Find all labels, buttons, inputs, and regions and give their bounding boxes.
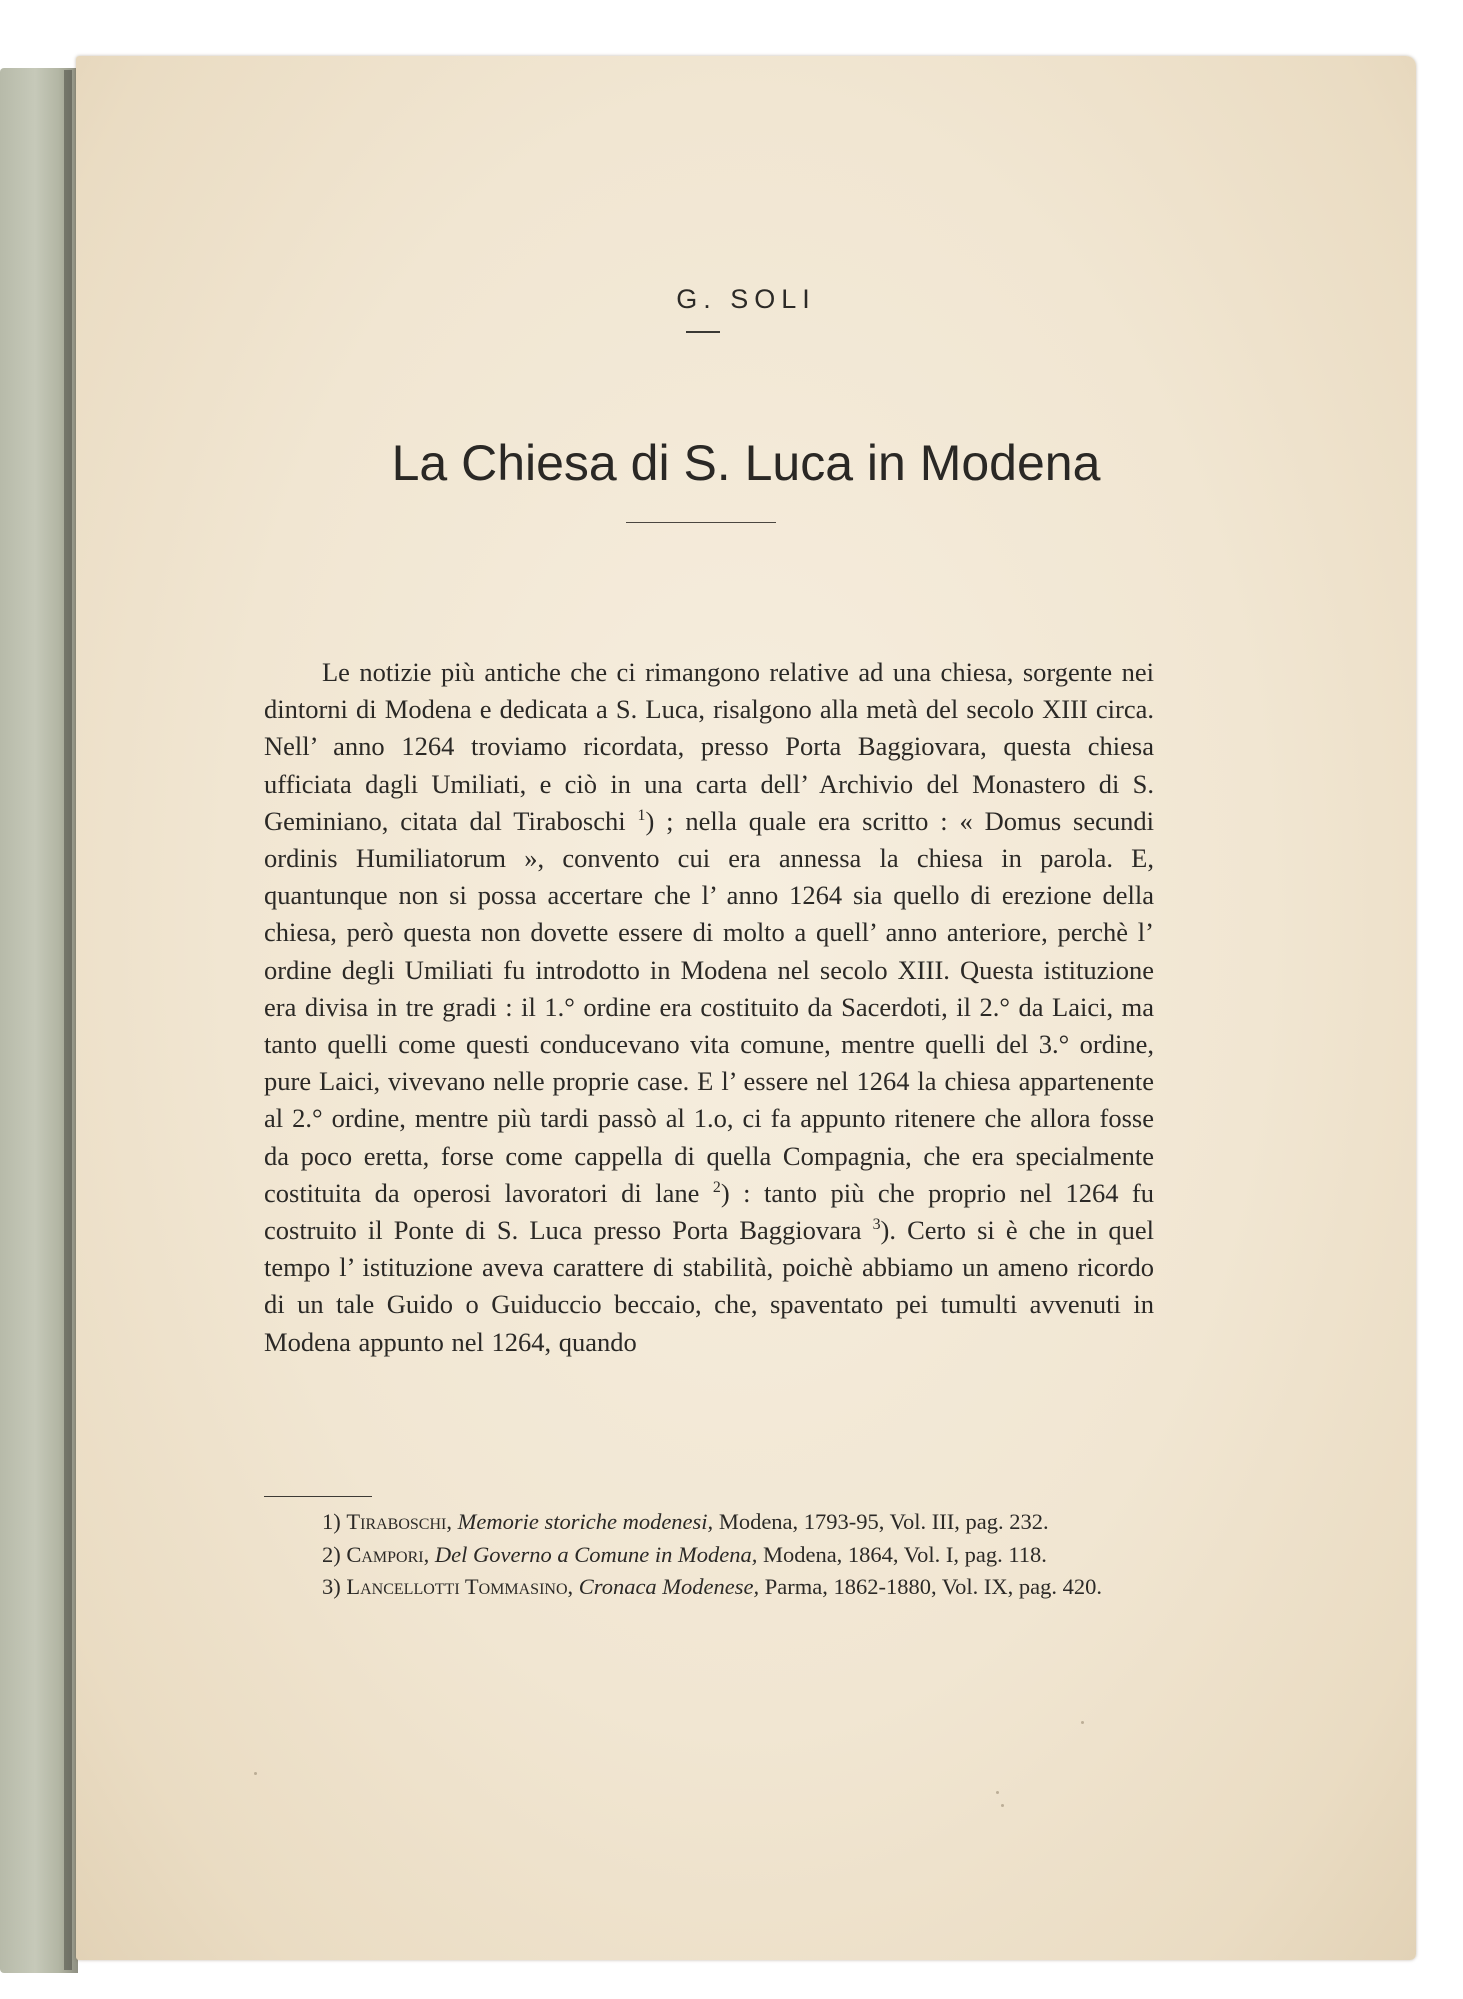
page [76, 56, 1416, 1960]
footnotes [264, 1506, 1154, 1604]
footnote-work: Cronaca Modenese, [578, 1574, 760, 1599]
body-text-part2: ; nella quale era scritto : « Domus secundi ordinis Humiliatorum », convento cui era annessa la chiesa in parola. E, quantunque non si possa accertare che l’ anno 1264 sia quello di erezione della chiesa, però questa non dovette essere di molto a quell’ anno anteriore, perchè l’ ordine degli Umiliati fu introdotto in Modena nel secolo XIII. Questa istituzione era divisa in tre gradi : il 1.° ordine era costituito da Sacerdoti, il 2.° da Laici, ma tanto quelli come questi conducevano vita comune, mentre quelli del 3.° ordine, pure Laici, vivevano nelle proprie case. E l’ essere nel 1264 la chiesa appartenente al 2.° ordine, mentre più tardi passò al 1.o, ci fa appunto ritenere che allora fosse da poco eretta, forse come cappella di quella Compagnia, che era specialmente costituita da operosi lavoratori di lane [264, 805, 1154, 1208]
body-text-part3: : tanto più che proprio nel 1264 fu costruito il Ponte di S. Luca presso Porta Baggiovara [264, 1177, 1155, 1246]
paper-speck [254, 1772, 257, 1775]
body-paragraph: Le notizie più antiche che ci rimangono relative ad una chiesa, sorgente nei dintorni di Modena e dedicata a S. Luca, risalgono alla metà del secolo XIII circa. Nell’ anno 1264 troviamo ricordata, presso Porta Baggiovara, questa chiesa ufficiata dagli Umiliati, e ciò in una carta dell’ Archivio del Monastero di S. Geminiano, citata dal Tiraboschi $^1$) ; nella quale era scritto : « Domus secundi ordinis Humiliatorum », convento cui era annessa la chiesa in parola. E, quantunque non si possa accertare che l’ anno 1264 sia quello di erezione della chiesa, però questa non dovette essere di molto a quell’ anno anteriore, perchè l’ ordine degli Umiliati fu introdotto in Modena nel secolo XIII. Questa istituzione era divisa in tre gradi : il 1.° ordine era costituito da Sacerdoti, il 2.° da Laici, ma tanto quelli come questi conducevano vita comune, mentre quelli del 3.° ordine, pure Laici, vivevano nelle proprie case. E l’ essere nel 1264 la chiesa appartenente al 2.° ordine, mentre più tardi passò al 1.o, ci fa appunto ritenere che allora fosse da poco eretta, forse come cappella di quella Compagnia, che era specialmente costituita da operosi lavoratori di lane $^2$) : tanto più che proprio nel 1264 fu costruito il Ponte di S. Luca presso Porta Baggiovara $^3$). Certo si è che in quel tempo l’ istituzione aveva carattere di stabilità, poichè abbiamo un ameno ricordo di un tale Guido o Guiduccio beccaio, che, spaventato pei tumulti avvenuti in Modena appunto nel 1264, quando [264, 657, 1155, 1357]
footnote-marker: 1) [322, 1509, 341, 1534]
spine-shadow [64, 70, 72, 1970]
paper-speck [1081, 1721, 1084, 1724]
footnote-author: Tiraboschi, [346, 1509, 452, 1534]
body-text-part4: . Certo si è che in quel tempo l’ istituzione aveva carattere di stabilità, poichè abbiamo un ameno ricordo di un tale Guido o Guiduccio beccaio, che, spaventato pei tumulti avvenuti in Modena appunto nel 1264, quando [264, 1215, 1155, 1357]
footnote-3 [264, 1571, 1154, 1604]
footnote-author: Lancellotti Tommasino, [346, 1574, 574, 1599]
footnote-2 [264, 1539, 1154, 1572]
footnote-ref-1: 1 [637, 806, 646, 824]
footnote-work: Del Governo a Comune in Modena, [434, 1541, 758, 1567]
footnote-rule [264, 1496, 372, 1497]
footnote-ref-2: 2 [712, 1179, 721, 1197]
footnote-ref-3: 3 [872, 1216, 881, 1234]
footnote-marker: 3) [322, 1574, 341, 1599]
author-rule [686, 331, 720, 333]
footnote-work: Memorie storiche modenesi, [457, 1509, 714, 1534]
title-rule [626, 522, 776, 523]
footnote-marker: 2) [322, 1541, 341, 1567]
footnote-details: Modena, 1793-95, Vol. III, pag. 232. [718, 1509, 1049, 1534]
footnote-1 [264, 1506, 1154, 1539]
body-text-part1: Le notizie più antiche che ci rimangono relative ad una chiesa, sorgente nei dintorni di Modena e dedicata a S. Luca, risalgono alla metà del secolo XIII circa. Nell’ anno 1264 troviamo ricordata, presso Porta Baggiovara, questa chiesa ufficiata dagli Umiliati, e ciò in una carta dell’ Archivio del Monastero di S. Geminiano, citata dal Tiraboschi [264, 657, 1154, 836]
footnote-details: Modena, 1864, Vol. I, pag. 118. [762, 1541, 1047, 1567]
footnote-details: Parma, 1862-1880, Vol. IX, pag. 420. [764, 1574, 1103, 1599]
paper-speck [996, 1791, 999, 1794]
author-name: G. SOLI [676, 284, 816, 314]
page-title: La Chiesa di S. Luca in Modena [391, 435, 1101, 491]
footnote-author: Campori, [346, 1541, 430, 1567]
paper-speck [1001, 1804, 1004, 1807]
